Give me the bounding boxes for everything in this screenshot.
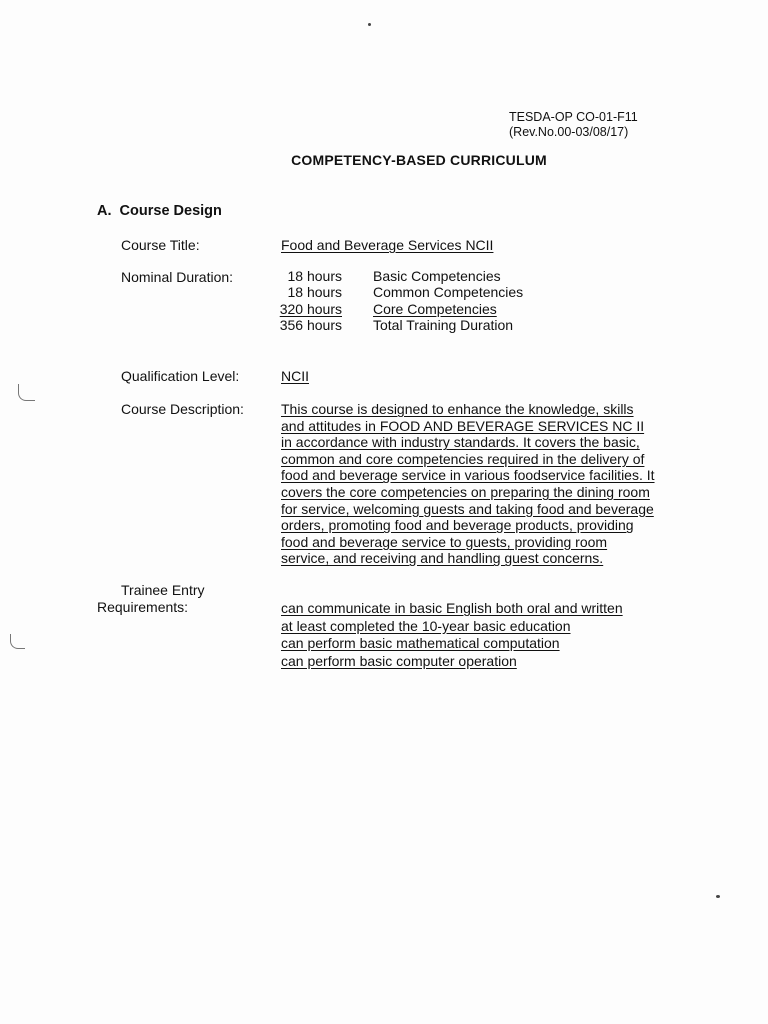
duration-row: [270, 317, 523, 333]
course-title-value: Food and Beverage Services NCII: [281, 237, 494, 253]
section-heading: A. Course Design: [97, 203, 222, 219]
duration-hours: 18 hours: [287, 268, 342, 284]
list-item: can perform basic computer operation: [281, 652, 517, 669]
duration-competency: Common Competencies: [373, 284, 524, 301]
course-description-line: service, and receiving and handling guest concerns.: [281, 550, 604, 567]
course-description-line: This course is designed to enhance the knowledge, skills: [281, 401, 634, 417]
duration-hours: 18 hours: [287, 284, 342, 301]
list-item: can perform basic mathematical computation: [281, 635, 560, 651]
form-code: TESDA-OP CO-01-F11: [509, 110, 638, 124]
qualification-level-value: NCII: [281, 368, 309, 384]
duration-row: [270, 268, 523, 284]
course-description-line: orders, promoting food and beverage products, providing: [281, 517, 634, 534]
course-description-label: Course Description:: [121, 401, 244, 417]
form-code-block: [509, 110, 638, 140]
scan-speck: [716, 895, 720, 898]
scan-speck: [368, 23, 371, 26]
course-description-line: food and beverage service to guests, providing room: [281, 533, 608, 550]
list-item: at least completed the 10-year basic education: [281, 617, 571, 634]
list-item: can communicate in basic English both oral and written: [281, 600, 623, 616]
entry-requirements-list: [281, 600, 623, 670]
course-description-line: food and beverage service in various foodservice facilities. It: [281, 467, 655, 484]
duration-competency: Core Competencies: [373, 300, 497, 317]
revision-number: (Rev.No.00-03/08/17): [509, 125, 629, 139]
duration-table: [270, 268, 523, 333]
course-description-line: in accordance with industry standards. It covers the basic,: [281, 434, 640, 451]
course-title-label: Course Title:: [121, 237, 200, 253]
qualification-level-label: Qualification Level:: [121, 368, 240, 384]
course-description-line: for service, welcoming guests and taking food and beverage: [281, 500, 654, 517]
duration-competency: Basic Competencies: [373, 268, 501, 284]
entry-requirements-label-line: Requirements:: [97, 599, 189, 615]
duration-hours: 320 hours: [279, 300, 342, 317]
margin-mark: [18, 384, 35, 401]
course-description-line: common and core competencies required in the delivery of: [281, 450, 645, 467]
course-description-line: and attitudes in FOOD AND BEVERAGE SERVICES NC II: [281, 417, 645, 434]
duration-hours: 356 hours: [279, 316, 342, 333]
duration-competency: Total Training Duration: [373, 316, 514, 333]
duration-row: [270, 284, 523, 300]
course-description-line: covers the core competencies on preparing the dining room: [281, 483, 650, 500]
entry-requirements-label-line: Trainee Entry: [121, 582, 205, 598]
entry-requirements-label: [97, 582, 227, 616]
document-title: COMPETENCY-BASED CURRICULUM: [291, 152, 547, 168]
margin-mark: [10, 634, 25, 649]
nominal-duration-label: Nominal Duration:: [121, 269, 234, 285]
course-description: [281, 401, 697, 567]
duration-row: [270, 301, 523, 317]
